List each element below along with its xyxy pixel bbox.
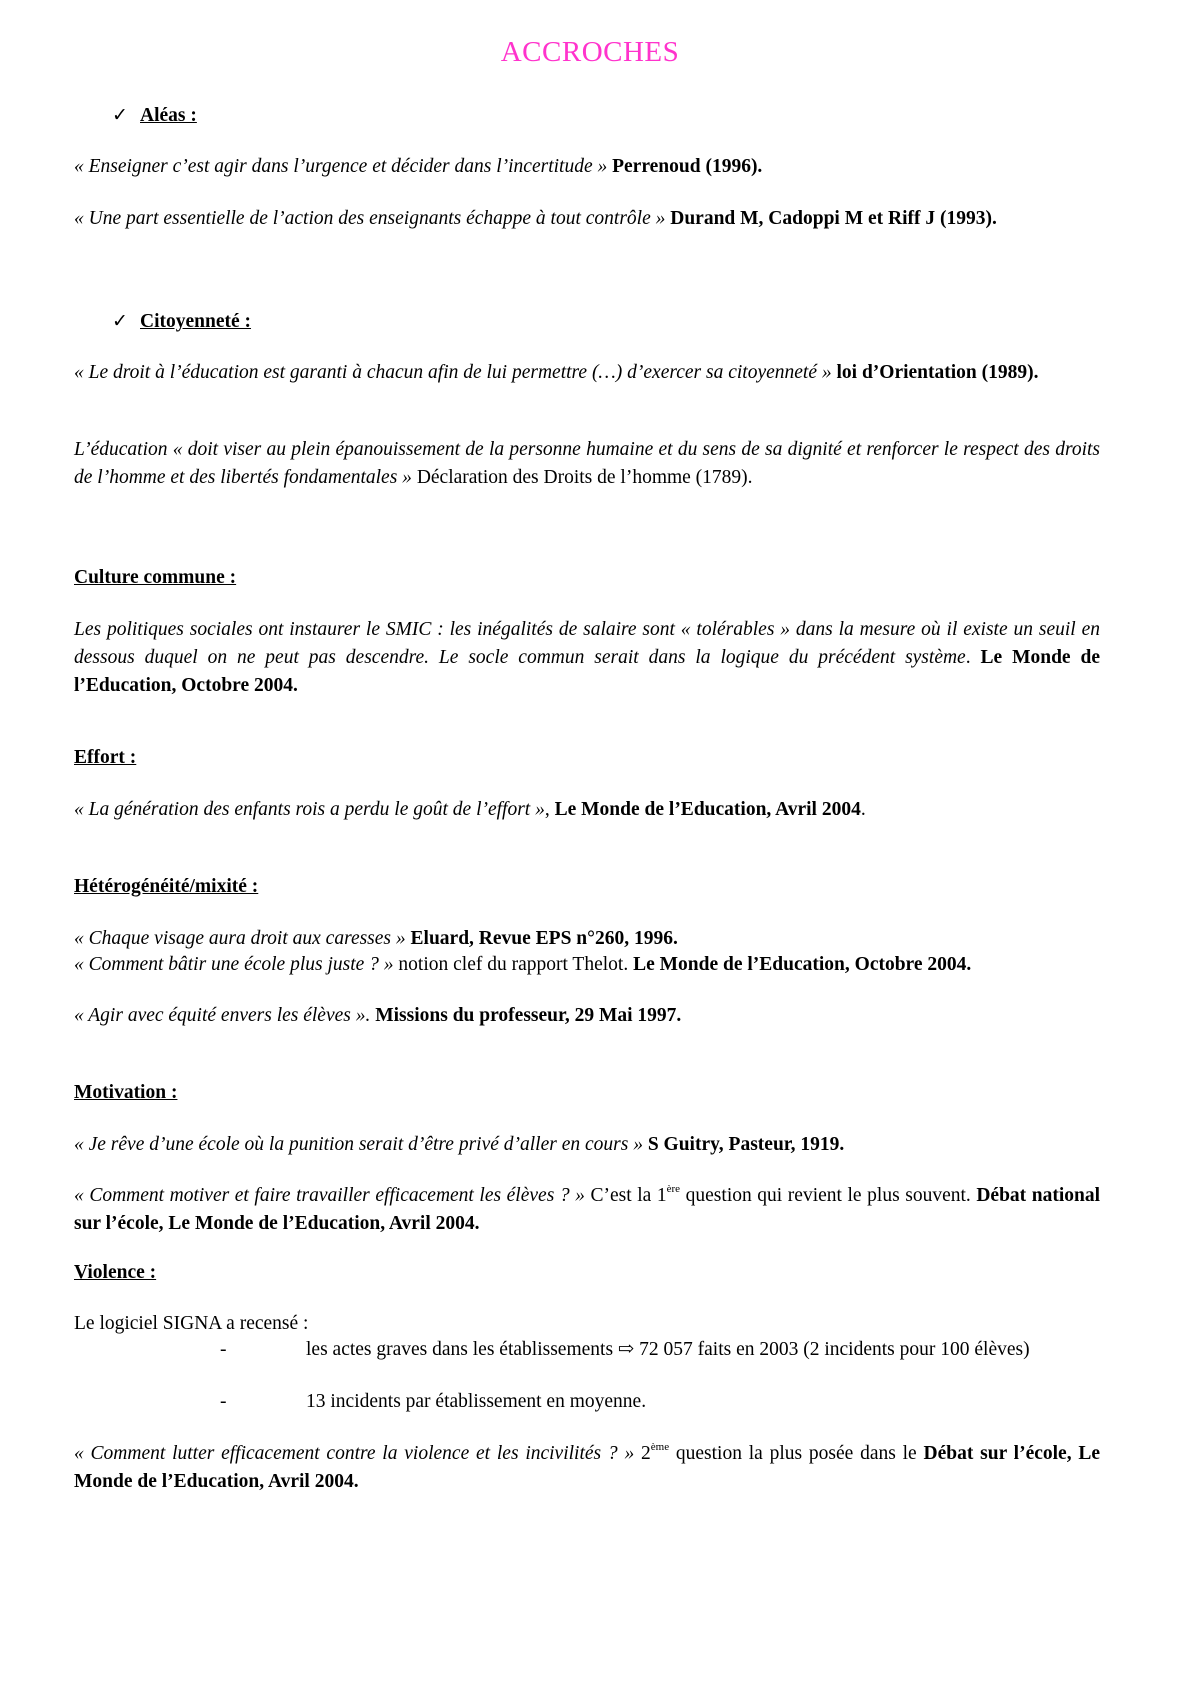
quote-effort: « La génération des enfants rois a perdu le goût de l’effort », Le Monde de l’Education, Avril 2004.: [74, 799, 866, 820]
bullet-dash: -: [220, 1339, 227, 1360]
arrow-right-icon: ⇨: [617, 1339, 635, 1360]
quote-culture: Les politiques sociales ont instaurer le SMIC : les inégalités de salaire sont « tolérables » dans la mesure où il existe un seuil en dessous duquel on ne peut pas descendre. Le socle commun serait dans la logique du précédent système. Le Monde de l’Education, Octobre 2004.: [74, 619, 1101, 696]
quote-declaration: L’éducation « doit viser au plein épanouissement de la personne humaine et du sens de sa dignité et renforcer le respect des droits de l’homme et des libertés fondamentales » Déclaration des Droits de l’homme (1789).: [74, 439, 1100, 488]
quote-loi-orientation: « Le droit à l’éducation est garanti à chacun afin de lui permettre (…) d’exercer sa citoyenneté » loi d’Orientation (1989).: [74, 362, 1039, 383]
section-heading-motivation: Motivation :: [74, 1082, 178, 1103]
quote-durand: « Une part essentielle de l’action des enseignants échappe à tout contrôle » Durand M, Cadoppi M et Riff J (1993).: [74, 208, 997, 229]
bullet-dash: -: [220, 1391, 227, 1412]
quote-thelot: « Comment bâtir une école plus juste ? » notion clef du rapport Thelot. Le Monde de l’Education, Octobre 2004.: [74, 954, 972, 975]
quote-missions: « Agir avec équité envers les élèves ». Missions du professeur, 29 Mai 1997.: [74, 1005, 682, 1026]
quote-violence: « Comment lutter efficacement contre la violence et les incivilités ? » 2ème question la plus posée dans le Débat sur l’école, Le Monde de l’Education, Avril 2004.: [74, 1441, 1101, 1492]
quote-perrenoud: « Enseigner c’est agir dans l’urgence et décider dans l’incertitude » Perrenoud (1996).: [74, 156, 763, 177]
quote-eluard: « Chaque visage aura droit aux caresses » Eluard, Revue EPS n°260, 1996.: [74, 928, 678, 949]
section-heading-heterogeneite: Hétérogénéité/mixité :: [74, 876, 259, 897]
check-icon: ✓: [112, 105, 128, 126]
section-heading-culture: Culture commune :: [74, 567, 237, 588]
section-heading-citoyennete: ✓ Citoyenneté :: [112, 308, 251, 336]
check-icon: ✓: [112, 311, 128, 332]
section-heading-violence: Violence :: [74, 1262, 157, 1283]
section-heading-effort: Effort :: [74, 747, 137, 768]
page-title: ACCROCHES: [500, 36, 680, 68]
quote-guitry: « Je rêve d’une école où la punition serait d’être privé d’aller en cours » S Guitry, Pasteur, 1919.: [74, 1134, 845, 1155]
bullet-item: 13 incidents par établissement en moyenne.: [306, 1391, 647, 1412]
quote-motivation: « Comment motiver et faire travailler efficacement les élèves ? » C’est la 1ère question qui revient le plus souvent. Débat national sur l’école, Le Monde de l’Education, Avril 2004.: [74, 1183, 1101, 1234]
violence-intro: Le logiciel SIGNA a recensé :: [74, 1313, 309, 1334]
bullet-item: les actes graves dans les établissements ⇨ 72 057 faits en 2003 (2 incidents pour 100 élèves): [306, 1339, 1030, 1360]
section-heading-aleas: ✓ Aléas :: [112, 102, 197, 130]
